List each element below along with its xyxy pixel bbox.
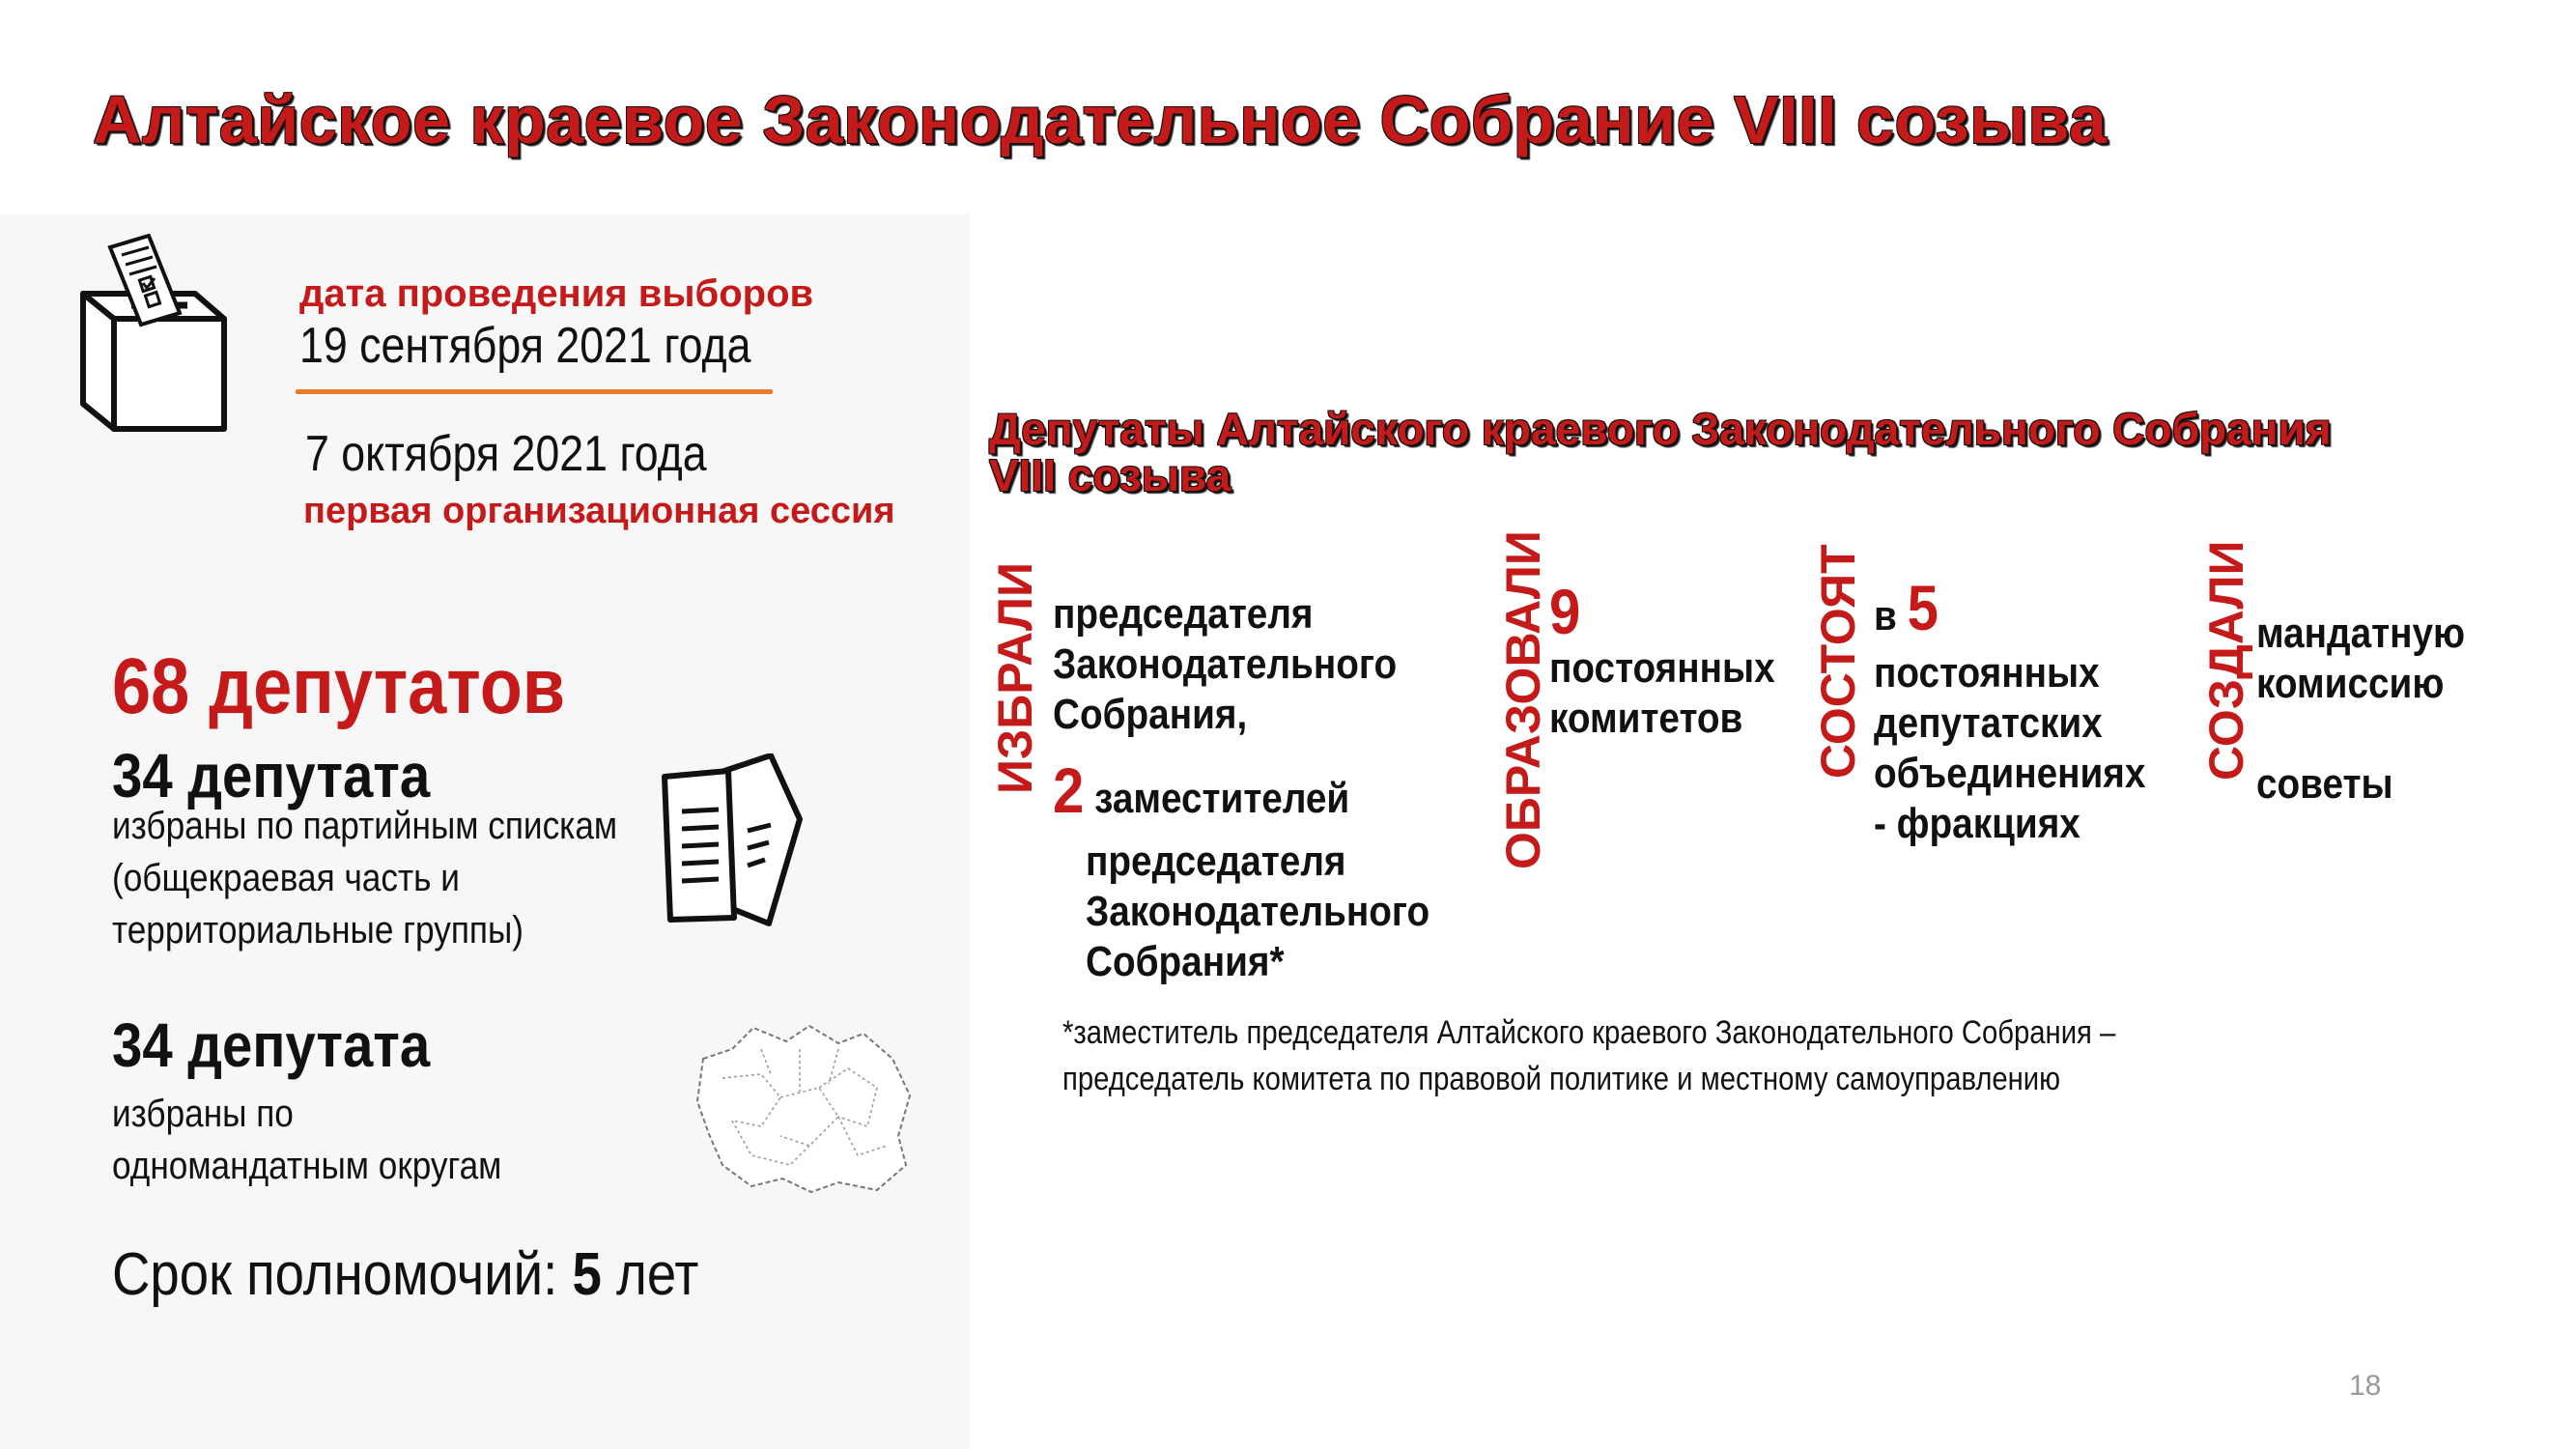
consist-factions: в 5 постоянных депутатских объединениях - фракциях: [1874, 572, 2146, 847]
single-mandate-description: избраны по одномандатным округам: [112, 1093, 502, 1187]
elected-chair: председателя Законодательного Собрания,: [1053, 590, 1398, 738]
elected-deputies-title: председателя Законодательного Собрания*: [1086, 838, 1430, 985]
footnote: *заместитель председателя Алтайского краевого Законодательного Собрания – председатель комитета по правовой политике и местному самоуправлению: [1062, 1014, 2116, 1097]
deputies-total: 68 депутатов: [112, 642, 566, 730]
page-title: Алтайское краевое Законодательное Собрание VIII созыва: [93, 82, 2108, 157]
elected-deputies: 2 заместителей: [1053, 754, 1350, 826]
committee-count-number: 9: [1549, 576, 1581, 647]
election-date: 19 сентября 2021 года: [299, 318, 751, 374]
divider-line: [296, 389, 773, 394]
term-of-office: Срок полномочий: 5 лет: [112, 1241, 699, 1308]
created-commission: мандатную комиссию советы: [2256, 610, 2466, 808]
page-number: 18: [2349, 1370, 2382, 1402]
consist-verb: СОСТОЯТ: [1811, 544, 1865, 779]
deputies-heading: Депутаты Алтайского краевого Законодательного Собрания VIII созыва: [989, 404, 2332, 500]
party-list-count: 34 депутата: [112, 741, 431, 810]
election-date-label: дата проведения выборов: [299, 272, 814, 315]
session-label: первая организационная сессия: [303, 491, 895, 531]
region-map-icon: [694, 1020, 916, 1196]
ballot-box-icon: [71, 234, 236, 439]
deputy-count-number: 2: [1053, 754, 1085, 826]
faction-count-number: 5: [1907, 572, 1939, 643]
formed-verb: ОБРАЗОВАЛИ: [1496, 530, 1550, 869]
formed-committees: 9 постоянных комитетов: [1549, 576, 1775, 742]
created-verb: СОЗДАЛИ: [2199, 540, 2253, 781]
documents-icon: [657, 753, 807, 927]
session-date: 7 октября 2021 года: [305, 426, 707, 482]
party-list-description: избраны по партийным спискам (общекраевая часть и территориальные группы): [112, 805, 618, 952]
elected-verb: ИЗБРАЛИ: [988, 562, 1042, 794]
single-mandate-count: 34 депутата: [112, 1010, 431, 1080]
